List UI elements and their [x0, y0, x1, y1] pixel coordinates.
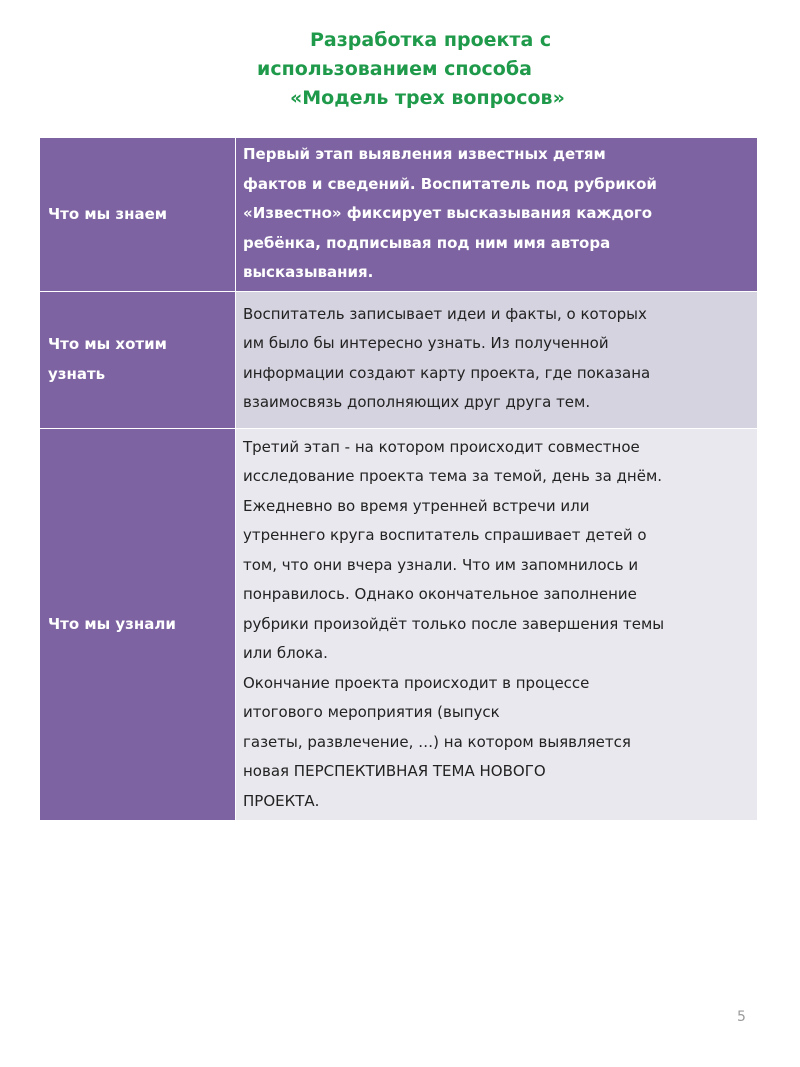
three-questions-table — [39, 137, 758, 821]
row-description-learned — [236, 428, 758, 821]
description-line: ребёнка, подписывая под ним имя автора — [243, 233, 611, 252]
table-row-know — [40, 138, 758, 292]
title-line-1: Разработка проекта с — [310, 29, 552, 51]
title-line-2: использованием способа — [257, 58, 532, 80]
row-label-know: Что мы знаем — [40, 138, 236, 292]
row-description-want-to-know — [236, 291, 758, 428]
description-line: газеты, развлечение, …) на котором выявляется — [243, 732, 631, 751]
description-line: высказывания. — [243, 263, 374, 281]
description-line: том, что они вчера узнали. Что им запомнилось и — [243, 555, 639, 574]
description-line: фактов и сведений. Воспитатель под рубрикой — [243, 174, 657, 193]
row-label-want-to-know: Что мы хотим узнать — [40, 291, 236, 428]
description-line: Первый этап выявления известных детям — [243, 145, 606, 163]
description-line: рубрики произойдёт только после завершения темы — [243, 614, 665, 633]
description-line: или блока. — [243, 644, 328, 662]
description-line: исследование проекта тема за темой, день за днём. — [243, 467, 663, 485]
page-number: 5 — [737, 1009, 746, 1025]
row-label-learned: Что мы узнали — [40, 428, 236, 821]
table-row-learned — [40, 428, 758, 821]
description-line: информации создают карту проекта, где показана — [243, 363, 651, 382]
description-line: Третий этап - на котором происходит совместное — [243, 437, 640, 456]
description-line: новая ПЕРСПЕКТИВНАЯ ТЕМА НОВОГО — [243, 762, 546, 780]
table-row-want-to-know — [40, 291, 758, 428]
description-line: взаимосвязь дополняющих друг друга тем. — [243, 393, 591, 411]
description-line: «Известно» фиксирует высказывания каждого — [243, 204, 653, 222]
description-line: Окончание проекта происходит в процессе — [243, 673, 590, 692]
title-line-3: «Модель трех вопросов» — [290, 87, 565, 109]
description-line: Воспитатель записывает идеи и факты, о которых — [243, 304, 647, 323]
page-title — [0, 26, 800, 113]
description-line: Ежедневно во время утренней встречи или — [243, 496, 590, 515]
description-line: утреннего круга воспитатель спрашивает детей о — [243, 526, 647, 544]
description-line: им было бы интересно узнать. Из полученной — [243, 334, 609, 352]
description-line: ПРОЕКТА. — [243, 791, 320, 810]
description-line: понравилось. Однако окончательное заполнение — [243, 585, 637, 603]
row-description-know — [236, 138, 758, 292]
description-line: итогового мероприятия (выпуск — [243, 703, 500, 721]
